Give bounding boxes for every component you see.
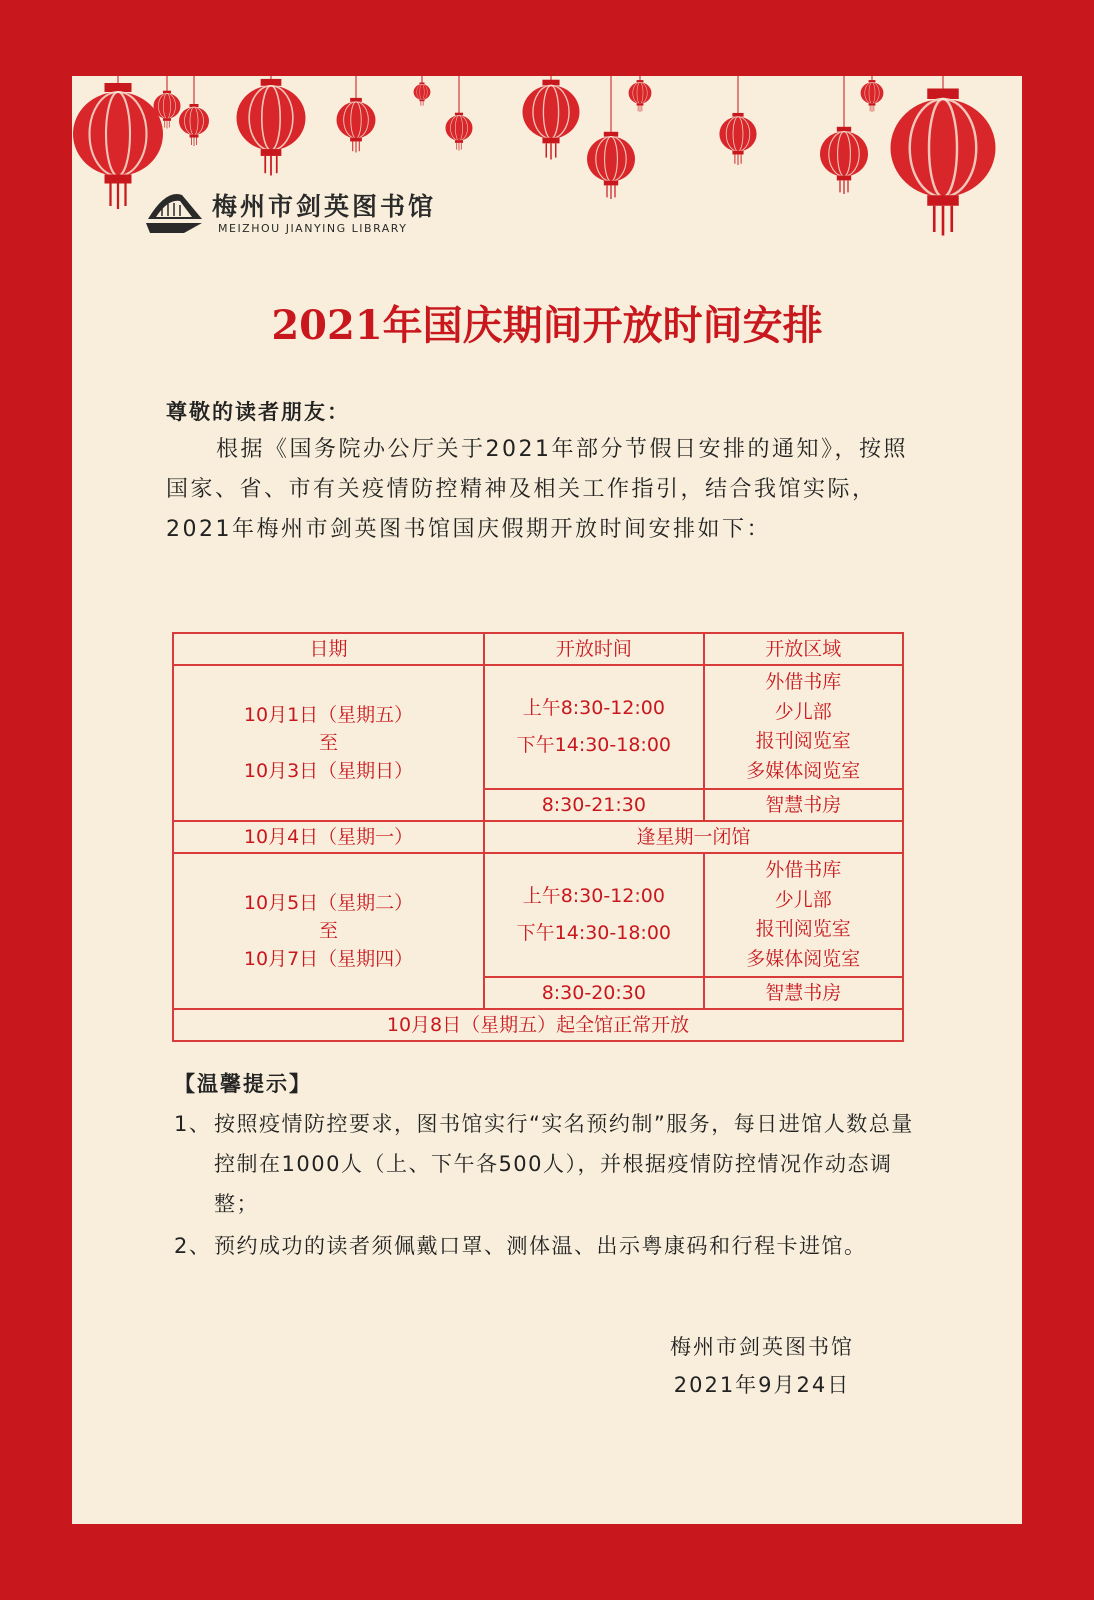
table-footer: 10月8日（星期五）起全馆正常开放	[173, 1009, 903, 1041]
area-item: 少儿部	[774, 888, 832, 911]
library-name-cn: 梅州市剑英图书馆	[212, 192, 437, 221]
tip-number: 2、	[174, 1234, 212, 1258]
greeting: 尊敬的读者朋友：	[166, 400, 350, 424]
lantern-8	[523, 76, 580, 160]
signature	[632, 1328, 892, 1404]
tip-text: 按照疫情防控要求，图书馆实行“实名预约制”服务，每日进馆人数总量控制在1000人（上、下午各500人），并根据疫情防控情况作动态调整；	[214, 1112, 914, 1216]
header-date: 日期	[173, 633, 484, 665]
table-row	[173, 1009, 903, 1041]
tip-item-1	[174, 1104, 934, 1224]
date-end: 10月7日（星期四）	[243, 948, 414, 970]
lantern-9	[587, 76, 635, 199]
area-item: 少儿部	[774, 700, 832, 723]
block1-areas	[704, 665, 903, 789]
date-start: 10月5日（星期二）	[243, 892, 414, 914]
block2-time-extra: 8:30-20:30	[484, 977, 703, 1009]
block1-area-extra: 智慧书房	[704, 789, 903, 821]
table-row	[173, 853, 903, 977]
time-am: 上午8:30-12:00	[522, 697, 665, 719]
time-am: 上午8:30-12:00	[522, 885, 665, 907]
area-item: 外借书库	[765, 671, 842, 693]
lantern-14	[891, 76, 996, 236]
notice-paper	[72, 76, 1022, 1524]
time-pm: 下午14:30-18:00	[516, 734, 672, 756]
notice-title: 2021年国庆期间开放时间安排	[271, 302, 823, 349]
body-paragraph: 根据《国务院办公厅关于2021年部分节假日安排的通知》，按照国家、省、市有关疫情防控精神及相关工作指引，结合我馆实际，2021年梅州市剑英图书馆国庆假期开放时间安排如下：	[166, 437, 908, 542]
library-logo	[144, 187, 437, 239]
header-time: 开放时间	[484, 633, 703, 665]
time-pm: 下午14:30-18:00	[516, 922, 672, 944]
tips-title: 【温馨提示】	[174, 1072, 312, 1096]
signature-org: 梅州市剑英图书馆	[670, 1335, 854, 1359]
area-item: 外借书库	[765, 859, 842, 881]
block1-dates	[173, 665, 484, 821]
lantern-4	[237, 76, 306, 176]
block2-areas	[704, 853, 903, 977]
closed-date: 10月4日（星期一）	[173, 821, 484, 853]
signature-date: 2021年9月24日	[673, 1373, 851, 1397]
library-name-en: MEIZHOU JIANYING LIBRARY	[218, 222, 408, 235]
block2-dates	[173, 853, 484, 1009]
closed-note: 逢星期一闭馆	[484, 821, 903, 853]
table-row	[173, 665, 903, 789]
lantern-7	[446, 76, 473, 151]
block1-times	[484, 665, 703, 789]
block1-time-extra: 8:30-21:30	[484, 789, 703, 821]
tip-number: 1、	[174, 1112, 212, 1136]
date-mid: 至	[319, 732, 339, 754]
area-item: 多媒体阅览室	[746, 947, 861, 970]
lantern-10	[629, 76, 652, 112]
date-start: 10月1日（星期五）	[243, 704, 414, 726]
tip-item-2	[174, 1226, 934, 1266]
lantern-6	[414, 76, 431, 106]
table-header-row	[173, 633, 903, 665]
lantern-13	[861, 76, 884, 112]
date-end: 10月3日（星期日）	[243, 760, 414, 782]
schedule-table	[172, 632, 904, 1042]
area-item: 报刊阅览室	[755, 730, 851, 752]
header-area: 开放区域	[704, 633, 903, 665]
date-mid: 至	[319, 920, 339, 942]
lantern-5	[337, 76, 376, 153]
area-item: 报刊阅览室	[755, 918, 851, 940]
lantern-3	[179, 76, 209, 146]
block2-area-extra: 智慧书房	[704, 977, 903, 1009]
area-item: 多媒体阅览室	[746, 759, 861, 782]
block2-times	[484, 853, 703, 977]
library-logo-icon	[144, 189, 204, 235]
table-row	[173, 821, 903, 853]
tip-text: 预约成功的读者须佩戴口罩、测体温、出示粤康码和行程卡进馆。	[214, 1234, 867, 1258]
lantern-11	[719, 76, 756, 165]
lantern-decoration	[72, 76, 1022, 276]
